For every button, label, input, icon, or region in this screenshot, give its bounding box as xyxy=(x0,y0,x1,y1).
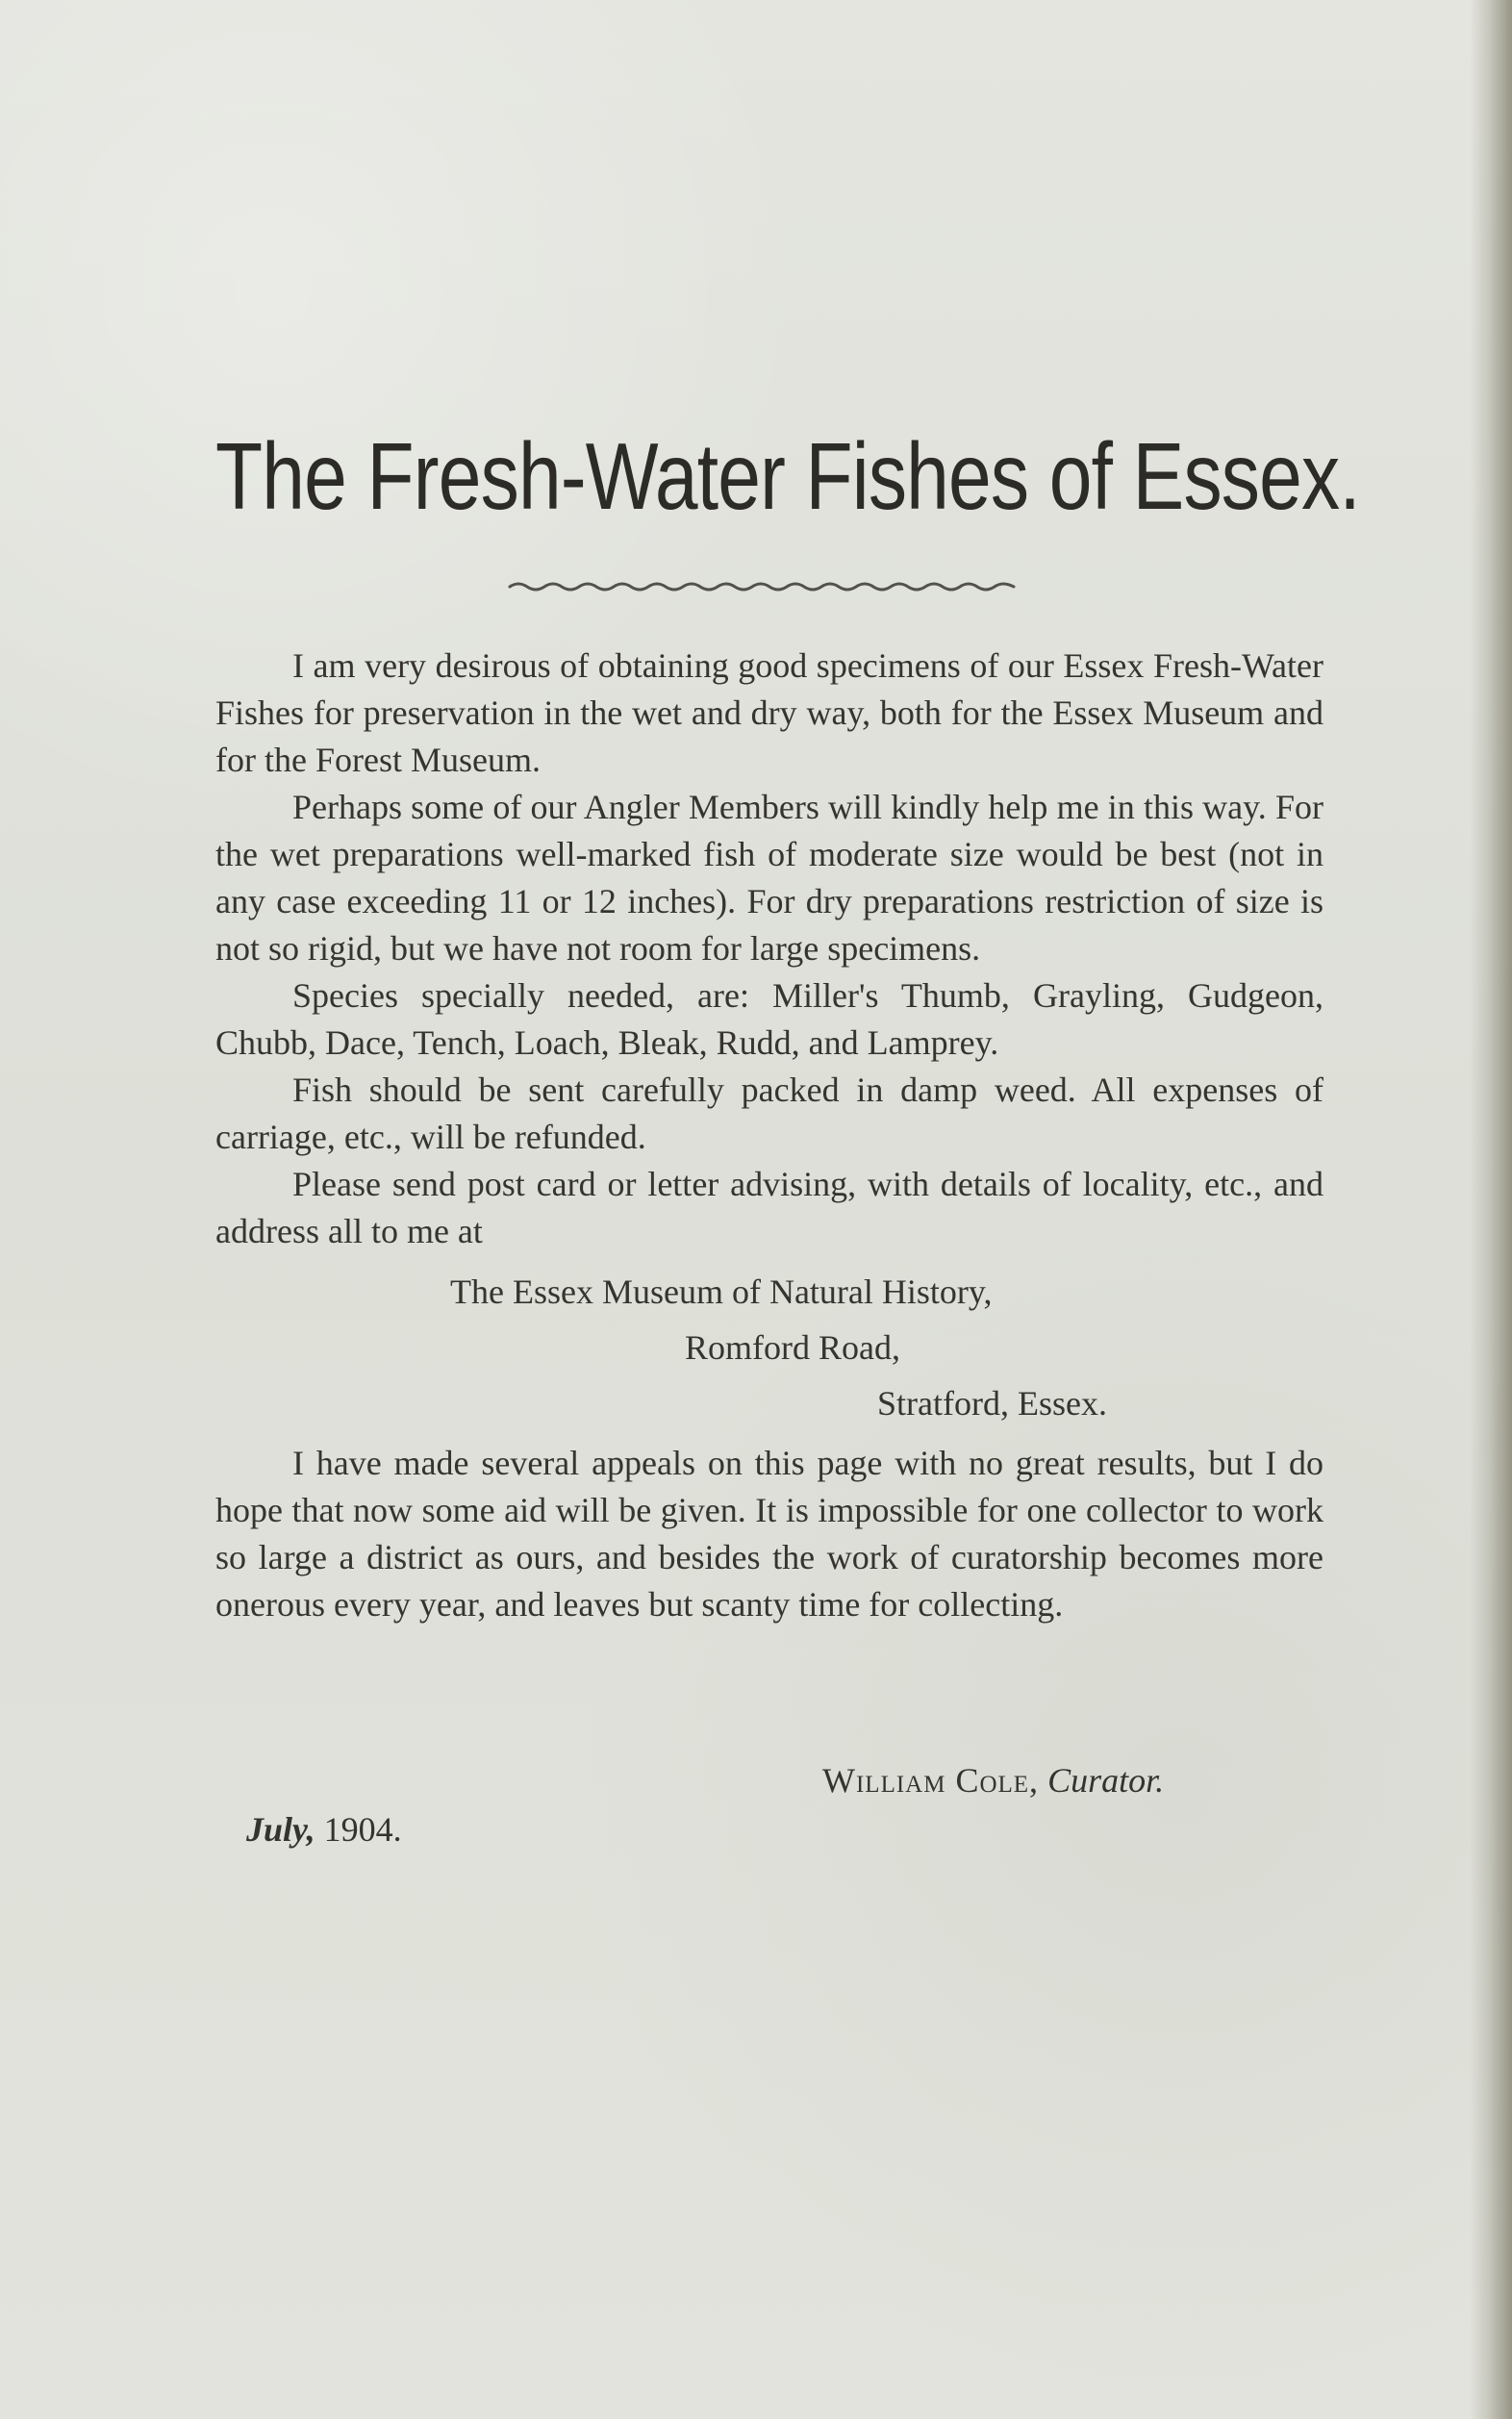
address-block xyxy=(215,1264,1323,1431)
address-line-museum: The Essex Museum of Natural History, xyxy=(450,1272,993,1311)
paragraph-intro: I am very desirous of obtaining good specimens of our Essex Fresh-Water Fishes for preservation in the wet and dry way, both for the Essex Museum and for the Forest Museum. xyxy=(215,646,1323,779)
address-line-town: Stratford, Essex. xyxy=(877,1384,1107,1423)
paragraph-closing: I have made several appeals on this page with no great results, but I do hope that now some aid will be given. It is impossible for one collector to work so large a district as ours, and besides the work of curatorship becomes more onerous every year, and leaves but scanty time for collecting. xyxy=(215,1444,1323,1624)
date-year: 1904. xyxy=(323,1810,402,1849)
signature-role: Curator. xyxy=(1047,1761,1165,1800)
address-line-road: Romford Road, xyxy=(685,1328,900,1367)
date-month: July, xyxy=(246,1810,315,1849)
paragraph-request: Perhaps some of our Angler Members will kindly help me in this way. For the wet preparations well-marked fish of moderate size would be best (not in any case exceeding 11 or 12 inches). For dry preparations restriction of size is not so rigid, but we have not room for large specimens. xyxy=(215,788,1323,968)
signature-name: William Cole, xyxy=(822,1761,1040,1800)
article-body xyxy=(215,643,1323,1628)
wavy-divider-icon xyxy=(508,577,1016,596)
paragraph-shipping: Fish should be sent carefully packed in damp weed. All expenses of carriage, etc., will be refunded. xyxy=(215,1071,1323,1156)
paragraph-species: Species specially needed, are: Miller's Thumb, Grayling, Gudgeon, Chubb, Dace, Tench, Loach, Bleak, Rudd, and Lamprey. xyxy=(215,976,1323,1062)
signature-line xyxy=(822,1757,1323,1803)
page-title: The Fresh-Water Fishes of Essex. xyxy=(215,423,1360,529)
date-line xyxy=(246,1806,402,1852)
paragraph-contact: Please send post card or letter advising, with details of locality, etc., and address all to me at xyxy=(215,1165,1323,1250)
